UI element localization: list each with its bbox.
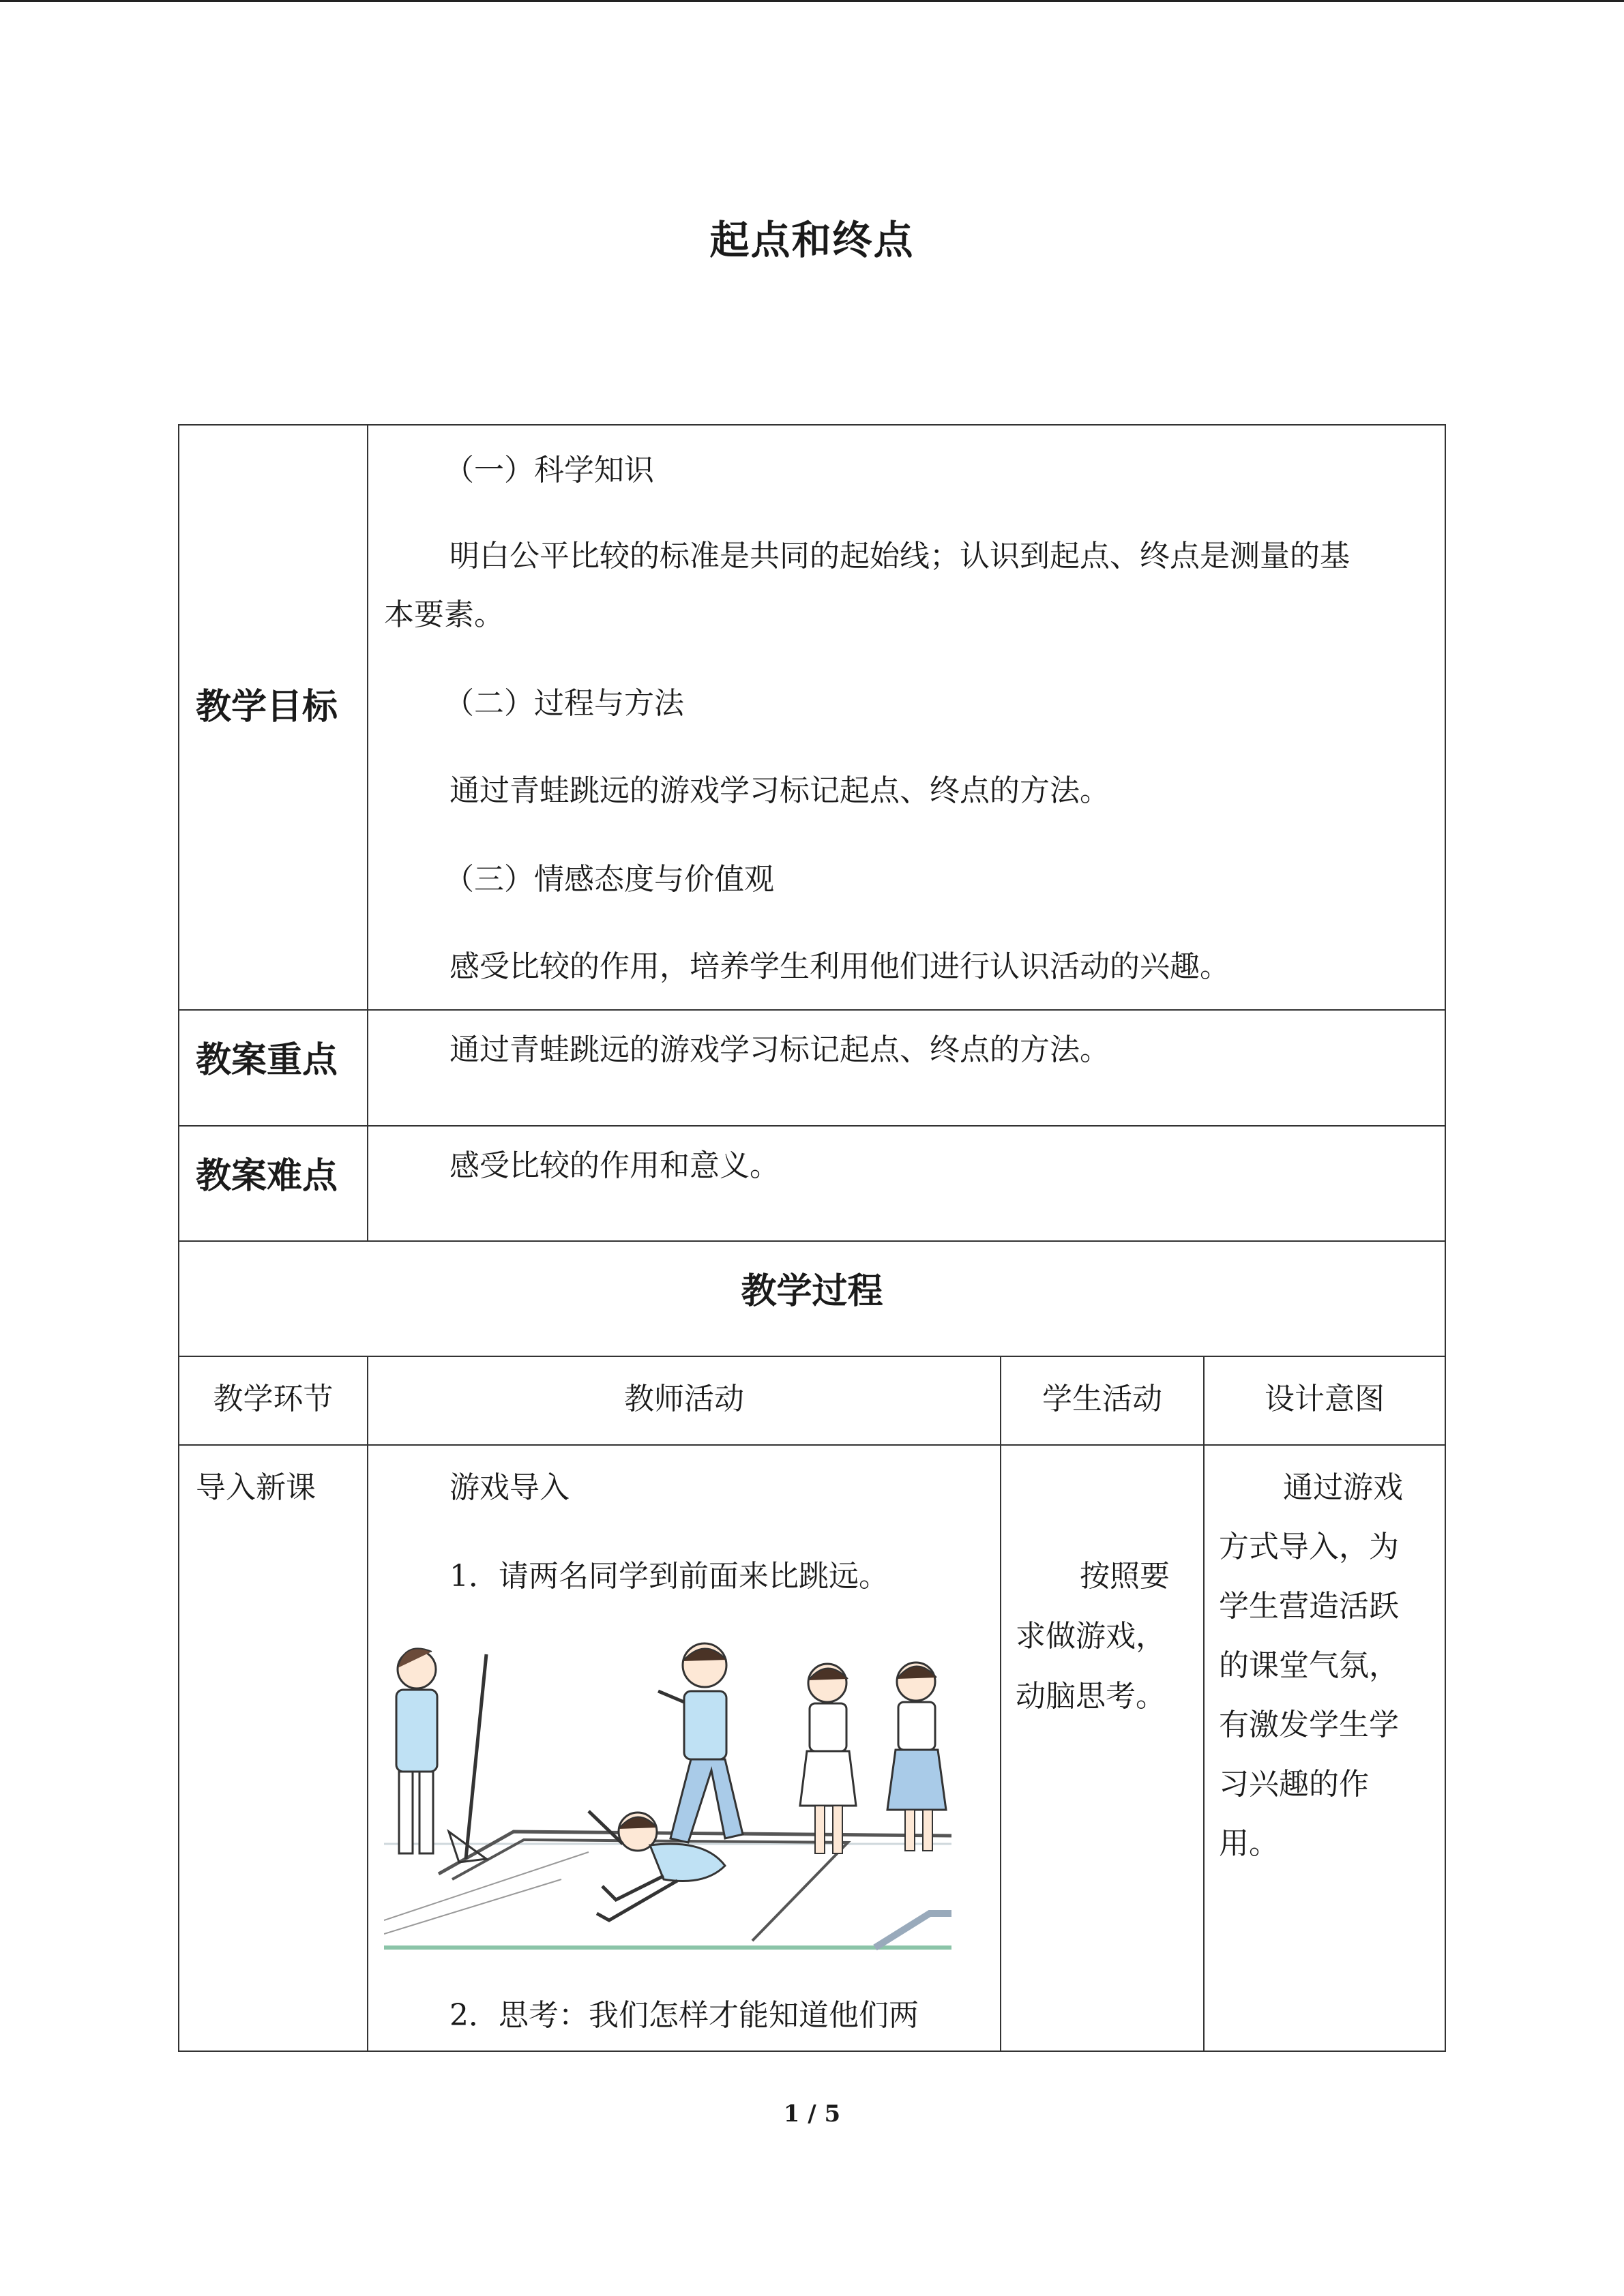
objective-text: 通过青蛙跳远的游戏学习标记起点、终点的方法。 [449,773,1110,808]
key-point-label: 教案重点 [196,1040,338,1081]
lesson-plan-table [178,424,1446,2052]
process-heading: 教学过程 [741,1271,883,1312]
row-divider [179,1356,1445,1357]
design-intent-line: 习兴趣的作 [1219,1767,1369,1802]
objective-heading: （二）过程与方法 [444,686,684,721]
page-title: 起点和终点 [709,217,915,263]
design-intent-line: 有激发学生学 [1219,1708,1399,1742]
page-top-border [0,0,1624,2]
column-header-stage: 教学环节 [213,1382,334,1416]
objective-heading: （三）情感态度与价值观 [444,862,774,897]
design-intent-line: 的课堂气氛， [1219,1648,1399,1683]
student-activity-line: 求做游戏， [1016,1619,1166,1654]
row-divider [179,1240,1445,1242]
objective-heading: （一）科学知识 [444,453,654,488]
objective-text: 明白公平比较的标准是共同的起始线；认识到起点、终点是测量的基 [449,539,1350,573]
difficulty-label: 教案难点 [196,1156,338,1197]
column-divider [1203,1356,1205,2051]
student-activity-line: 动脑思考。 [1016,1679,1166,1714]
design-intent-line: 通过游戏 [1283,1470,1403,1505]
row-divider [179,1009,1445,1011]
objective-text: 本要素。 [384,597,504,632]
column-header-teacher: 教师活动 [624,1382,744,1416]
row-divider [179,1125,1445,1127]
design-intent-line: 方式导入，为 [1219,1530,1399,1564]
column-divider [367,1356,368,2051]
stage-cell: 导入新课 [196,1470,316,1505]
teacher-activity-title: 游戏导入 [449,1470,570,1505]
column-divider [1000,1356,1001,2051]
teacher-activity-step: 1．请两名同学到前面来比跳远。 [449,1559,889,1594]
difficulty-text: 感受比较的作用和意义。 [449,1148,780,1183]
teacher-activity-step: 2．思考：我们怎样才能知道他们两 [449,1998,919,2033]
objective-text: 感受比较的作用，培养学生利用他们进行认识活动的兴趣。 [449,949,1230,984]
long-jump-illustration [384,1627,951,1965]
design-intent-line: 用。 [1219,1826,1279,1861]
design-intent-line: 学生营造活跃 [1219,1589,1399,1624]
row-divider [179,1444,1445,1446]
column-divider [367,426,368,1240]
key-point-text: 通过青蛙跳远的游戏学习标记起点、终点的方法。 [449,1032,1110,1067]
page-number: 1 / 5 [783,2100,841,2128]
column-header-intent: 设计意图 [1265,1382,1385,1416]
column-header-student: 学生活动 [1042,1382,1162,1416]
objectives-label: 教学目标 [196,687,338,728]
student-activity-line: 按照要 [1080,1559,1170,1594]
